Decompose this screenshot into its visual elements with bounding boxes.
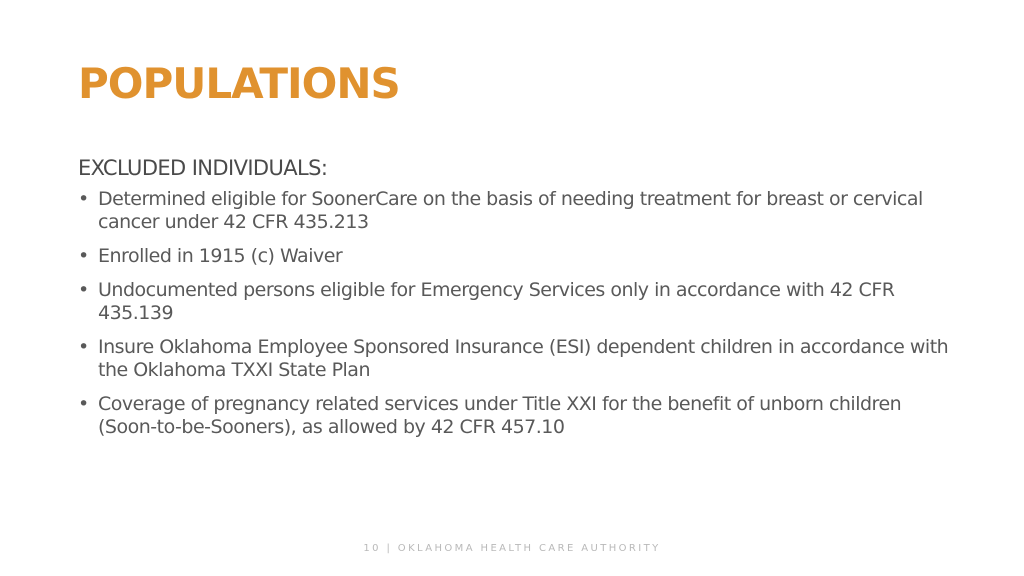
list-item xyxy=(78,245,958,268)
list-item xyxy=(78,393,958,439)
bullet-icon: • xyxy=(78,393,89,415)
list-item-text: Enrolled in 1915 (c) Waiver xyxy=(98,245,343,267)
list-item-text: Insure Oklahoma Employee Sponsored Insurance (ESI) dependent children in accordance with the Oklahoma TXXI State Plan xyxy=(98,336,949,381)
section-subheading: EXCLUDED INDIVIDUALS: xyxy=(78,156,328,180)
bullet-icon: • xyxy=(78,336,89,358)
bullet-icon: • xyxy=(78,188,89,210)
list-item xyxy=(78,336,958,382)
slide-content xyxy=(78,154,958,450)
list-item-text: Coverage of pregnancy related services under Title XXI for the benefit of unborn children (Soon-to-be-Sooners), as allowed by 42 CFR 457.10 xyxy=(98,393,902,438)
bullet-list xyxy=(78,188,958,439)
list-item-text: Determined eligible for SoonerCare on the basis of needing treatment for breast or cervical cancer under 42 CFR 435.213 xyxy=(98,188,923,233)
bullet-icon: • xyxy=(78,245,89,267)
list-item xyxy=(78,188,958,234)
list-item xyxy=(78,279,958,325)
bullet-icon: • xyxy=(78,279,89,301)
list-item-text: Undocumented persons eligible for Emergency Services only in accordance with 42 CFR 435.139 xyxy=(98,279,895,324)
slide-footer: 10 | OKLAHOMA HEALTH CARE AUTHORITY xyxy=(363,543,661,554)
page-title: POPULATIONS xyxy=(78,59,400,108)
